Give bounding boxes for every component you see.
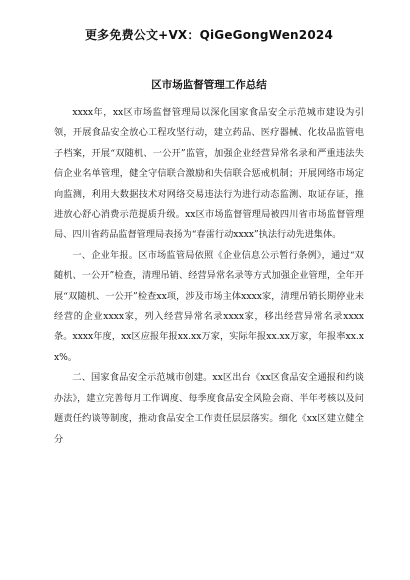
paragraph-enterprise-annual-report: 一、企业年报。区市场监管局依照《企业信息公示暂行条例》，通过“双随机、一公开”检查，清理吊销、经营异常名录等方式加强企业管理，全年开展“双随机、一公开”检查xx项，涉及市场主体xxxx家，清理吊销长期停业未经营的企业xxxx家，列入经营异常名录xxxx家，移出经营异常名录xxxx条。xxxx年度，xx区应报年报xx.xx万家，实际年报xx.xx万家，年报率xx.xx%。 [54, 249, 364, 363]
document-title: 区市场监督管理工作总结 [151, 79, 267, 91]
paragraph-food-safety-city: 二、国家食品安全示范城市创建。xx区出台《xx区食品安全通报和约谈办法》，建立完善每月工作调度、每季度食品安全风险会商、半年考核以及问题责任约谈等制度，推动食品安全工作责任层层落实。细化《xx区建立健全分 [54, 372, 364, 445]
paragraph-intro: xxxx年，xx区市场监督管理局以深化国家食品安全示范城市建设为引领，开展食品安全放心工程攻坚行动，建立药品、医疗器械、化妆品监管电子档案，开展“双随机、一公开”监管，加强企业经营异常名录和严重违法失信企业名单管理，健全守信联合激励和失信联合惩戒机制；开展网络市场定向监测，利用大数据技术对网络交易违法行为进行动态监测、取证存证，推进放心舒心消费示范提质升级。xx区市场监督管理局被四川省市场监督管理局、四川省药品监督管理局表扬为“春雷行动xxxx”执法行动先进集体。 [54, 107, 364, 241]
promo-header: 更多免费公文+VX：QiGeGongWen2024 [84, 28, 333, 42]
